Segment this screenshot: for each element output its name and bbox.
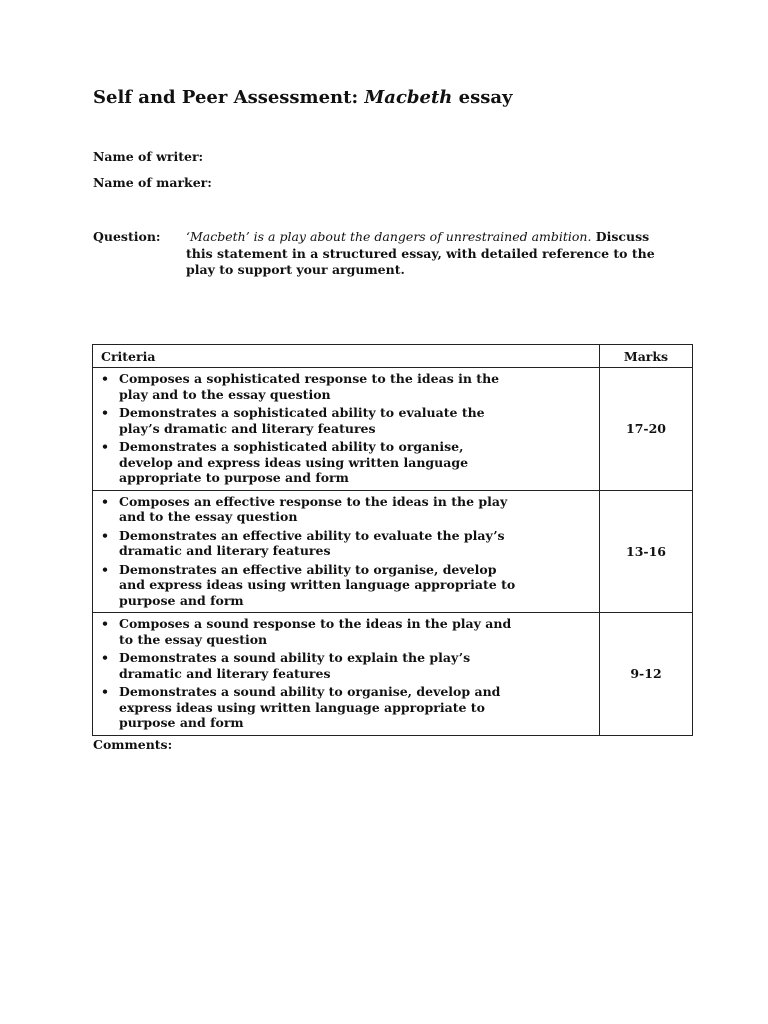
- title-suffix: essay: [452, 87, 513, 108]
- title-italic: Macbeth: [364, 87, 453, 108]
- rubric-table: [92, 344, 693, 736]
- page-title: [93, 87, 512, 108]
- criteria-item: [101, 439, 519, 486]
- criteria-cell: [93, 613, 600, 736]
- marks-cell: 17-20: [600, 368, 693, 491]
- marker-name-label: Name of marker:: [93, 175, 212, 190]
- bullet-icon: •: [101, 650, 109, 665]
- criteria-item: [101, 684, 519, 731]
- criteria-text: Demonstrates a sound ability to explain the play’s dramatic and literary features: [119, 650, 471, 681]
- bullet-icon: •: [101, 561, 109, 577]
- title-prefix: Self and Peer Assessment:: [93, 87, 365, 108]
- criteria-text: Composes a sophisticated response to the ideas in the play and to the essay question: [119, 371, 500, 402]
- rubric-row: [93, 368, 693, 491]
- criteria-list: [101, 371, 591, 486]
- criteria-text: Demonstrates an effective ability to evaluate the play’s dramatic and literary features: [119, 527, 505, 558]
- question-instruction: Discuss this statement in a structured essay, with detailed reference to the play to support your argument.: [186, 229, 655, 277]
- criteria-text: Composes a sound response to the ideas in the play and to the essay question: [119, 616, 512, 647]
- criteria-text: Composes an effective response to the ideas in the play and to the essay question: [119, 493, 508, 524]
- question-quote: ‘Macbeth’ is a play about the dangers of unrestrained ambition.: [186, 229, 592, 244]
- bullet-icon: •: [101, 493, 109, 509]
- question-text: [186, 229, 666, 279]
- rubric-row: [93, 613, 693, 736]
- question-label: Question:: [93, 229, 161, 244]
- bullet-icon: •: [101, 405, 109, 420]
- criteria-item: [101, 616, 519, 647]
- marks-header: Marks: [600, 345, 693, 368]
- bullet-icon: •: [101, 371, 109, 386]
- bullet-icon: •: [101, 684, 109, 699]
- criteria-item: [101, 371, 519, 402]
- criteria-list: [101, 494, 591, 609]
- rubric-row: [93, 490, 693, 613]
- comments-label: Comments:: [93, 737, 173, 752]
- rubric-header-row: [93, 345, 693, 368]
- bullet-icon: •: [101, 616, 109, 631]
- marks-cell: 9-12: [600, 613, 693, 736]
- criteria-header: Criteria: [93, 345, 600, 368]
- writer-name-label: Name of writer:: [93, 149, 204, 164]
- criteria-cell: [93, 368, 600, 491]
- bullet-icon: •: [101, 439, 109, 454]
- criteria-item: [101, 405, 519, 436]
- criteria-item: [101, 528, 519, 559]
- criteria-item: [101, 562, 519, 609]
- criteria-text: Demonstrates an effective ability to organise, develop and express ideas using written language appropriate to purpose and form: [119, 561, 516, 608]
- marks-cell: 13-16: [600, 490, 693, 613]
- criteria-cell: [93, 490, 600, 613]
- criteria-list: [101, 616, 591, 731]
- criteria-text: Demonstrates a sophisticated ability to organise, develop and express ideas using written language appropriate to purpose and form: [119, 439, 469, 485]
- bullet-icon: •: [101, 527, 109, 543]
- criteria-item: [101, 494, 519, 525]
- criteria-text: Demonstrates a sophisticated ability to evaluate the play’s dramatic and literary features: [119, 405, 485, 436]
- criteria-text: Demonstrates a sound ability to organise, develop and express ideas using written language appropriate to purpose and form: [119, 684, 501, 730]
- criteria-item: [101, 650, 519, 681]
